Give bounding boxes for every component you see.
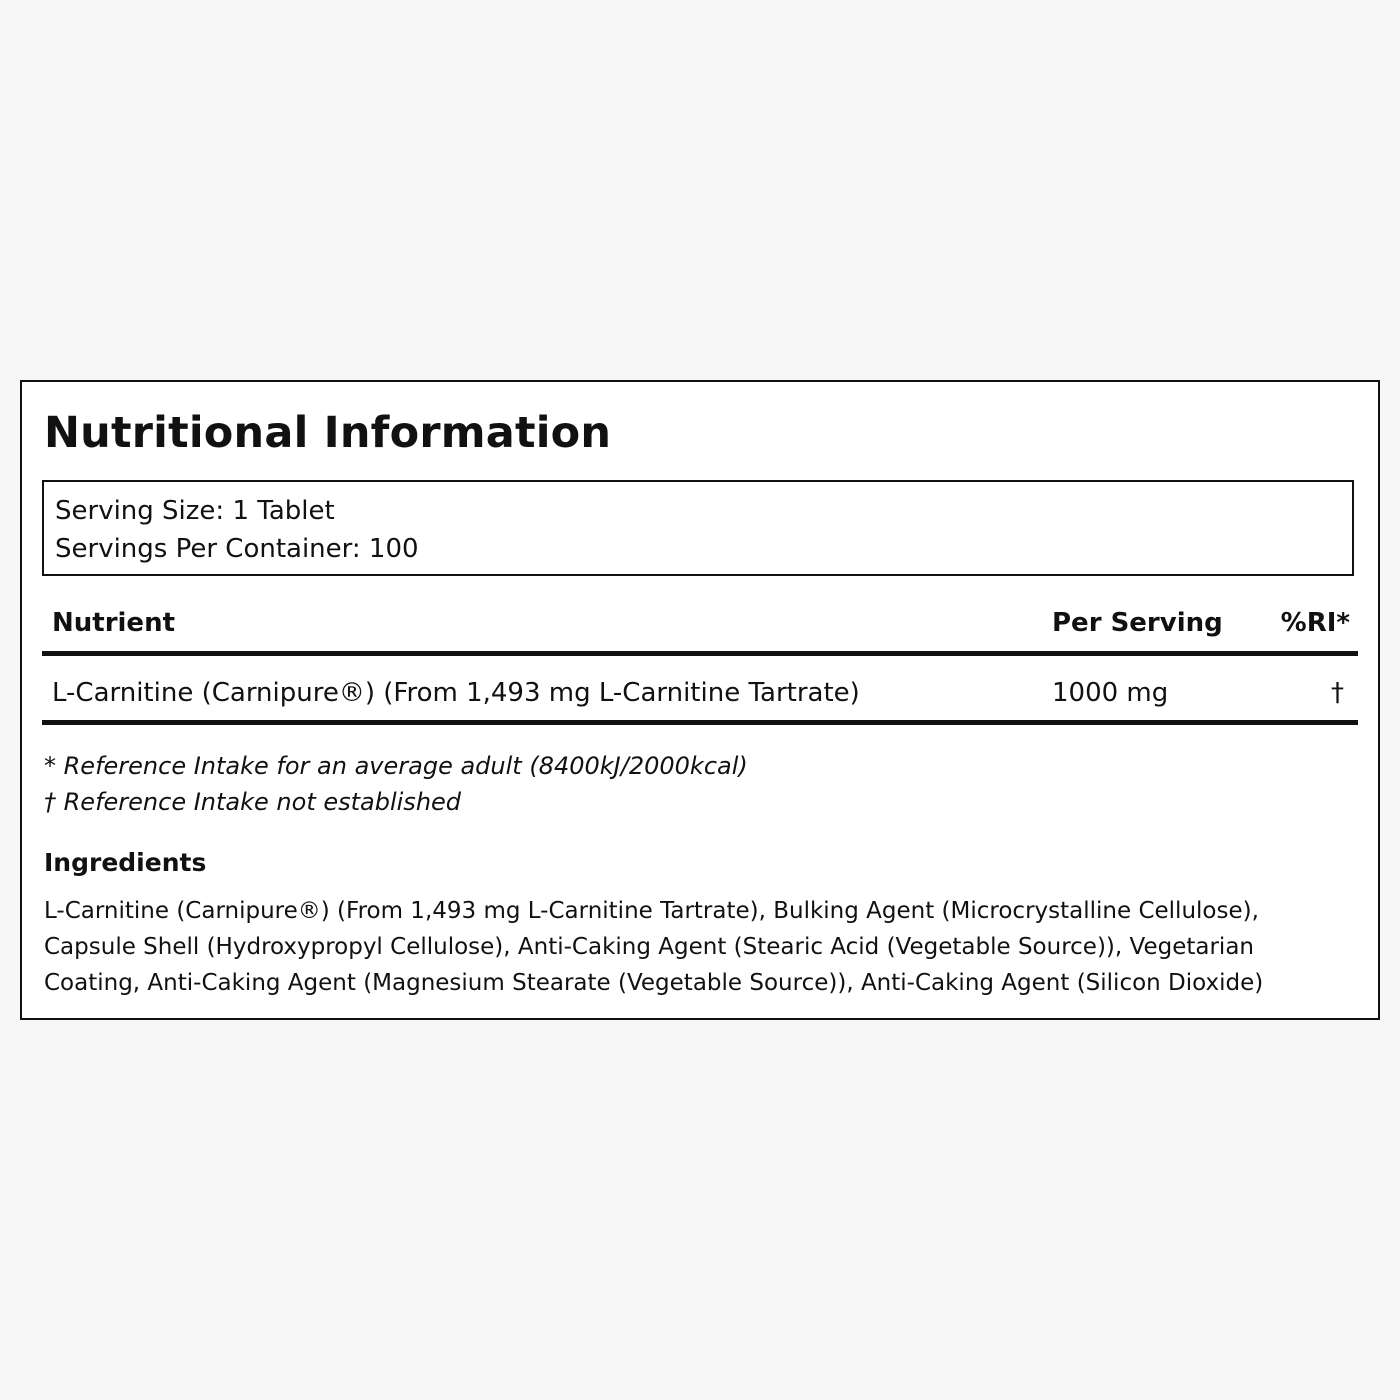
serving-size: Serving Size: 1 Tablet [55, 496, 335, 526]
column-header-nutrient: Nutrient [52, 608, 176, 638]
ingredients-text: L-Carnitine (Carnipure®) (From 1,493 mg L-Carnitine Tartrate), Bulking Agent (Microcrystalline Cellulose), Capsule Shell (Hydroxypropyl Cellulose), Anti-Caking Agent (Stearic Acid (Vegetable Source)), Vegetarian Coating, Anti-Caking Agent (Magnesium Stearate (Vegetable Source)), Anti-Caking Agent (Silicon Dioxide) [44, 898, 1264, 996]
footnote-reference-intake: * Reference Intake for an average adult (8400kJ/2000kcal) [44, 752, 748, 780]
serving-info-box [42, 480, 1354, 576]
column-header-per-serving: Per Serving [1052, 608, 1223, 638]
table-footer-rule [42, 720, 1358, 725]
servings-per-container: Servings Per Container: 100 [55, 534, 419, 564]
table-row-nutrient: L-Carnitine (Carnipure®) (From 1,493 mg L-Carnitine Tartrate) [52, 678, 860, 708]
nutrition-panel [20, 380, 1380, 1020]
panel-title: Nutritional Information [44, 408, 612, 458]
footnote-not-established: † Reference Intake not established [44, 788, 462, 816]
ingredients-heading: Ingredients [44, 848, 207, 877]
table-row-per-serving: 1000 mg [1052, 678, 1169, 708]
table-header-rule [42, 651, 1358, 656]
column-header-ri: %RI* [1280, 608, 1350, 638]
table-row-ri: † [1331, 678, 1344, 708]
